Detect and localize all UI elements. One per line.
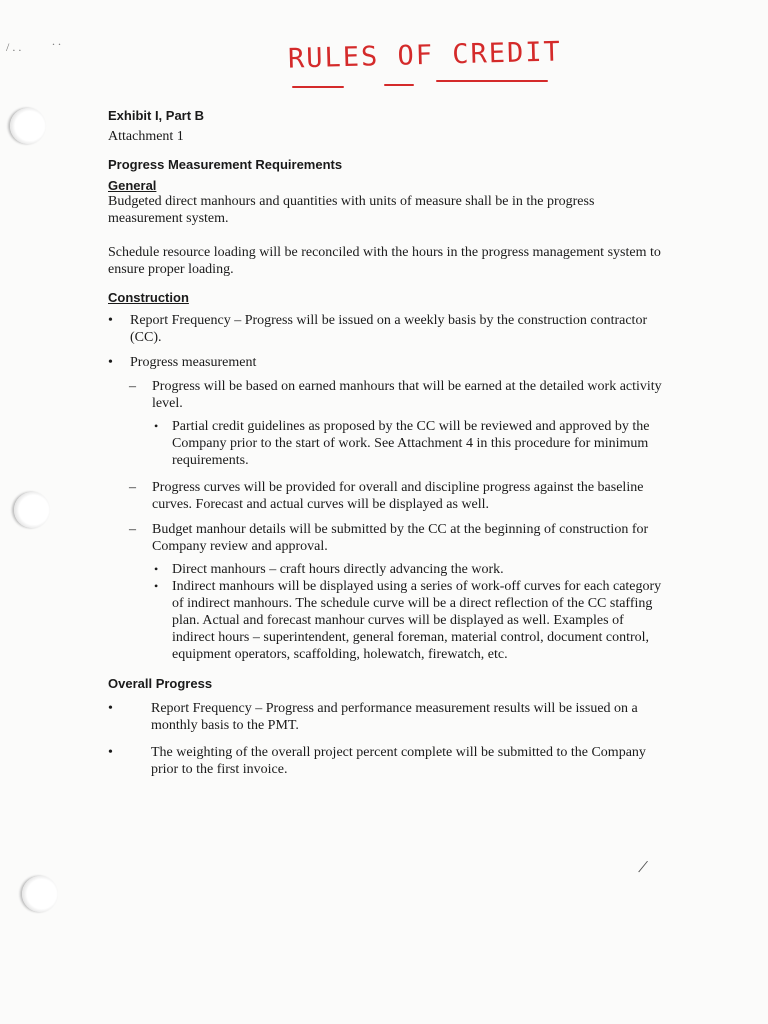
attachment-label: Attachment 1 — [108, 129, 184, 144]
bullet-icon: • — [154, 562, 159, 576]
list-item — [108, 312, 668, 346]
general-paragraph-1: Budgeted direct manhours and quantities with units of measure shall be in the progress measurement system. — [108, 194, 595, 226]
indirect-manhours-text: Indirect manhours will be displayed using a series of work-off curves for each category of indirect manhours. The schedule curve will be a direct reflection of the CC staffing plan. Actual and forecast manhour curves will be displayed as well. Examples of indirect hours – superintendent, general foreman, material control, document control, equipment operators, scaffolding, holewatch, firewatch, etc. — [172, 579, 662, 662]
general-paragraph-2: Schedule resource loading will be reconciled with the hours in the progress management system to ensure proper loading. — [108, 245, 661, 277]
construction-report-frequency: Report Frequency – Progress will be issued on a weekly basis by the construction contractor (CC). — [130, 313, 648, 345]
page-title: Progress Measurement Requirements — [108, 157, 343, 172]
scan-mark: . . — [52, 34, 61, 48]
dash-icon: – — [129, 480, 136, 495]
bullet-icon: • — [108, 701, 113, 716]
list-item — [129, 378, 668, 469]
scan-mark: / . . — [6, 40, 22, 54]
handwritten-underline — [436, 80, 548, 82]
bullet-icon: • — [108, 355, 113, 370]
overall-weighting-text: The weighting of the overall project percent complete will be submitted to the Company prior to the first invoice. — [151, 745, 646, 777]
list-item — [154, 561, 668, 578]
partial-credit-text: Partial credit guidelines as proposed by the CC will be reviewed and approved by the Company prior to the start of work. See Attachment 4 in this procedure for minimum requirements. — [172, 419, 650, 468]
dash-icon: – — [129, 522, 136, 537]
direct-manhours-text: Direct manhours – craft hours directly advancing the work. — [172, 562, 504, 577]
section-heading-general: General — [108, 178, 157, 193]
manhour-types-list — [154, 561, 668, 663]
earned-manhours-text: Progress will be based on earned manhours that will be earned at the detailed work activity level. — [152, 379, 662, 411]
list-item — [154, 418, 668, 469]
progress-measurement-sublist — [129, 378, 668, 663]
exhibit-label: Exhibit I, Part B — [108, 108, 205, 123]
budget-manhour-text: Budget manhour details will be submitted by the CC at the beginning of construction for Company review and approval. — [152, 522, 649, 554]
list-item — [108, 700, 668, 734]
list-item — [129, 521, 668, 663]
list-item — [129, 479, 668, 513]
bullet-icon: • — [154, 579, 159, 593]
construction-list — [108, 312, 668, 663]
pen-mark: / — [636, 855, 650, 879]
section-heading-construction: Construction — [108, 290, 189, 305]
punch-hole-middle — [14, 492, 50, 528]
list-item — [108, 354, 668, 663]
handwritten-title: RULES OF CREDIT — [287, 36, 563, 75]
handwritten-underline — [384, 84, 414, 86]
list-item — [108, 744, 668, 778]
dash-icon: – — [129, 379, 136, 394]
handwritten-underline — [292, 86, 344, 88]
bullet-icon: • — [108, 313, 113, 328]
progress-measurement-label: Progress measurement — [130, 355, 257, 370]
bullet-icon: • — [154, 419, 159, 433]
overall-progress-list — [108, 700, 668, 778]
punch-hole-bottom — [22, 876, 58, 912]
progress-curves-text: Progress curves will be provided for overall and discipline progress against the baseline curves. Forecast and actual curves will be displayed as well. — [152, 480, 644, 512]
overall-report-frequency: Report Frequency – Progress and performance measurement results will be issued on a monthly basis to the PMT. — [151, 701, 638, 733]
list-item — [154, 578, 668, 663]
section-heading-overall-progress: Overall Progress — [108, 676, 213, 691]
document-body — [108, 108, 668, 778]
partial-credit-list — [154, 418, 668, 469]
bullet-icon: • — [108, 745, 113, 760]
punch-hole-top — [10, 108, 46, 144]
